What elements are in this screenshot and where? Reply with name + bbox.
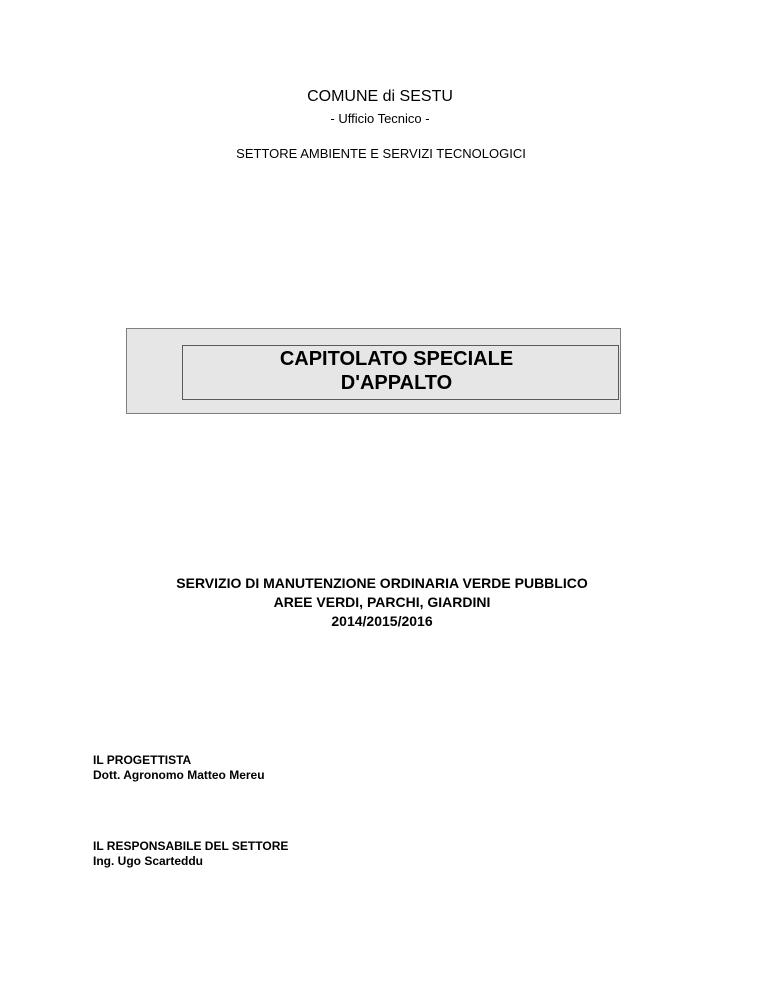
designer-label: IL PROGETTISTA (93, 753, 192, 767)
subject-years: 2014/2015/2016 (331, 613, 433, 629)
subject-line2: AREE VERDI, PARCHI, GIARDINI (273, 594, 491, 610)
municipality-name: COMUNE di SESTU (307, 88, 453, 105)
department-name: SETTORE AMBIENTE E SERVIZI TECNOLOGICI (236, 146, 526, 161)
designer-name: Dott. Agronomo Matteo Mereu (93, 768, 265, 782)
subject-line1: SERVIZIO DI MANUTENZIONE ORDINARIA VERDE PUBBLICO (176, 575, 588, 591)
document-title-line2: D'APPALTO (340, 372, 453, 394)
manager-name: Ing. Ugo Scarteddu (93, 854, 204, 868)
manager-label: IL RESPONSABILE DEL SETTORE (93, 839, 289, 853)
document-title-line1: CAPITOLATO SPECIALE (279, 348, 514, 370)
office-name: - Ufficio Tecnico - (330, 111, 430, 126)
